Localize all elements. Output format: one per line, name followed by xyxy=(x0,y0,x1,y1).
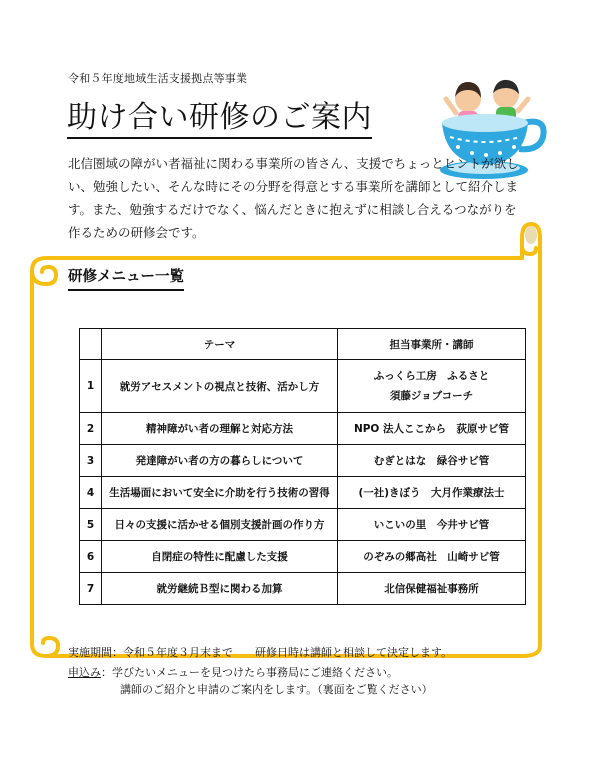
apply-text: ：学びたいメニューを見つけたら事務局にご連絡ください。 xyxy=(101,666,398,679)
row-theme: 日々の支援に活かせる個別支援計画の作り方 xyxy=(102,509,338,541)
apply-info xyxy=(68,665,398,681)
lecturer-line-2: 須藤ジョブコーチ xyxy=(389,390,474,402)
table-header-row xyxy=(80,329,526,360)
apply-info-2: 講師のご紹介と申請のご案内をします。（裏面をご覧ください） xyxy=(120,683,433,696)
row-theme: 発達障がい者の方の暮らしについて xyxy=(102,445,338,477)
row-number: 6 xyxy=(80,541,102,573)
row-number: 3 xyxy=(80,445,102,477)
row-theme: 精神障がい者の理解と対応方法 xyxy=(102,413,338,445)
table-row xyxy=(80,541,526,573)
row-lecturer: むぎとはな 緑谷サビ管 xyxy=(338,445,526,477)
column-header-number xyxy=(80,329,102,360)
period-info xyxy=(68,645,452,661)
row-lecturer: 北信保健福祉事務所 xyxy=(338,573,526,605)
subtitle: 令和５年度地域生活支援拠点等事業 xyxy=(68,72,248,85)
row-theme: 生活場面において安全に介助を行う技術の習得 xyxy=(102,477,338,509)
period-text: ：令和５年度３月末まで 研修日時は講師と相談して決定します。 xyxy=(112,646,453,659)
intro-text: 北信圏域の障がい者福祉に関わる事業所の皆さん、支援でちょっとヒントが欲しい、勉強したい、そんな時にその分野を得意とする事業所を講師として紹介します。また、勉強するだけでなく、悩んだときに抱えずに相談し合えるつながりを作るための研修会です。 xyxy=(68,156,519,240)
row-lecturer xyxy=(338,360,526,413)
row-lecturer: いこいの里 今井サビ管 xyxy=(338,509,526,541)
period-label: 実施期間 xyxy=(68,646,112,659)
table-row xyxy=(80,573,526,605)
training-menu-table xyxy=(79,328,526,605)
table-row xyxy=(80,413,526,445)
table-row xyxy=(80,509,526,541)
menu-heading: 研修メニュー一覧 xyxy=(68,266,184,291)
row-theme: 自閉症の特性に配慮した支援 xyxy=(102,541,338,573)
row-lecturer: のぞみの郷高社 山崎サビ管 xyxy=(338,541,526,573)
row-lecturer: (一社)きぼう 大月作業療法士 xyxy=(338,477,526,509)
table-row xyxy=(80,445,526,477)
row-number: 2 xyxy=(80,413,102,445)
lecturer-line-1: ふっくら工房 ふるさと xyxy=(373,370,490,382)
row-number: 4 xyxy=(80,477,102,509)
table-row xyxy=(80,477,526,509)
row-number: 7 xyxy=(80,573,102,605)
row-lecturer: NPO 法人ここから 荻原サビ管 xyxy=(338,413,526,445)
row-number: 1 xyxy=(80,360,102,413)
row-theme: 就労アセスメントの視点と技術、活かし方 xyxy=(102,360,338,413)
column-header-theme: テーマ xyxy=(102,329,338,360)
page-title: 助け合い研修のご案内 xyxy=(67,99,372,139)
row-theme: 就労継続Ｂ型に関わる加算 xyxy=(102,573,338,605)
row-number: 5 xyxy=(80,509,102,541)
table-row xyxy=(80,360,526,413)
apply-label: 申込み xyxy=(68,666,101,679)
column-header-lecturer: 担当事業所・講師 xyxy=(338,329,526,360)
